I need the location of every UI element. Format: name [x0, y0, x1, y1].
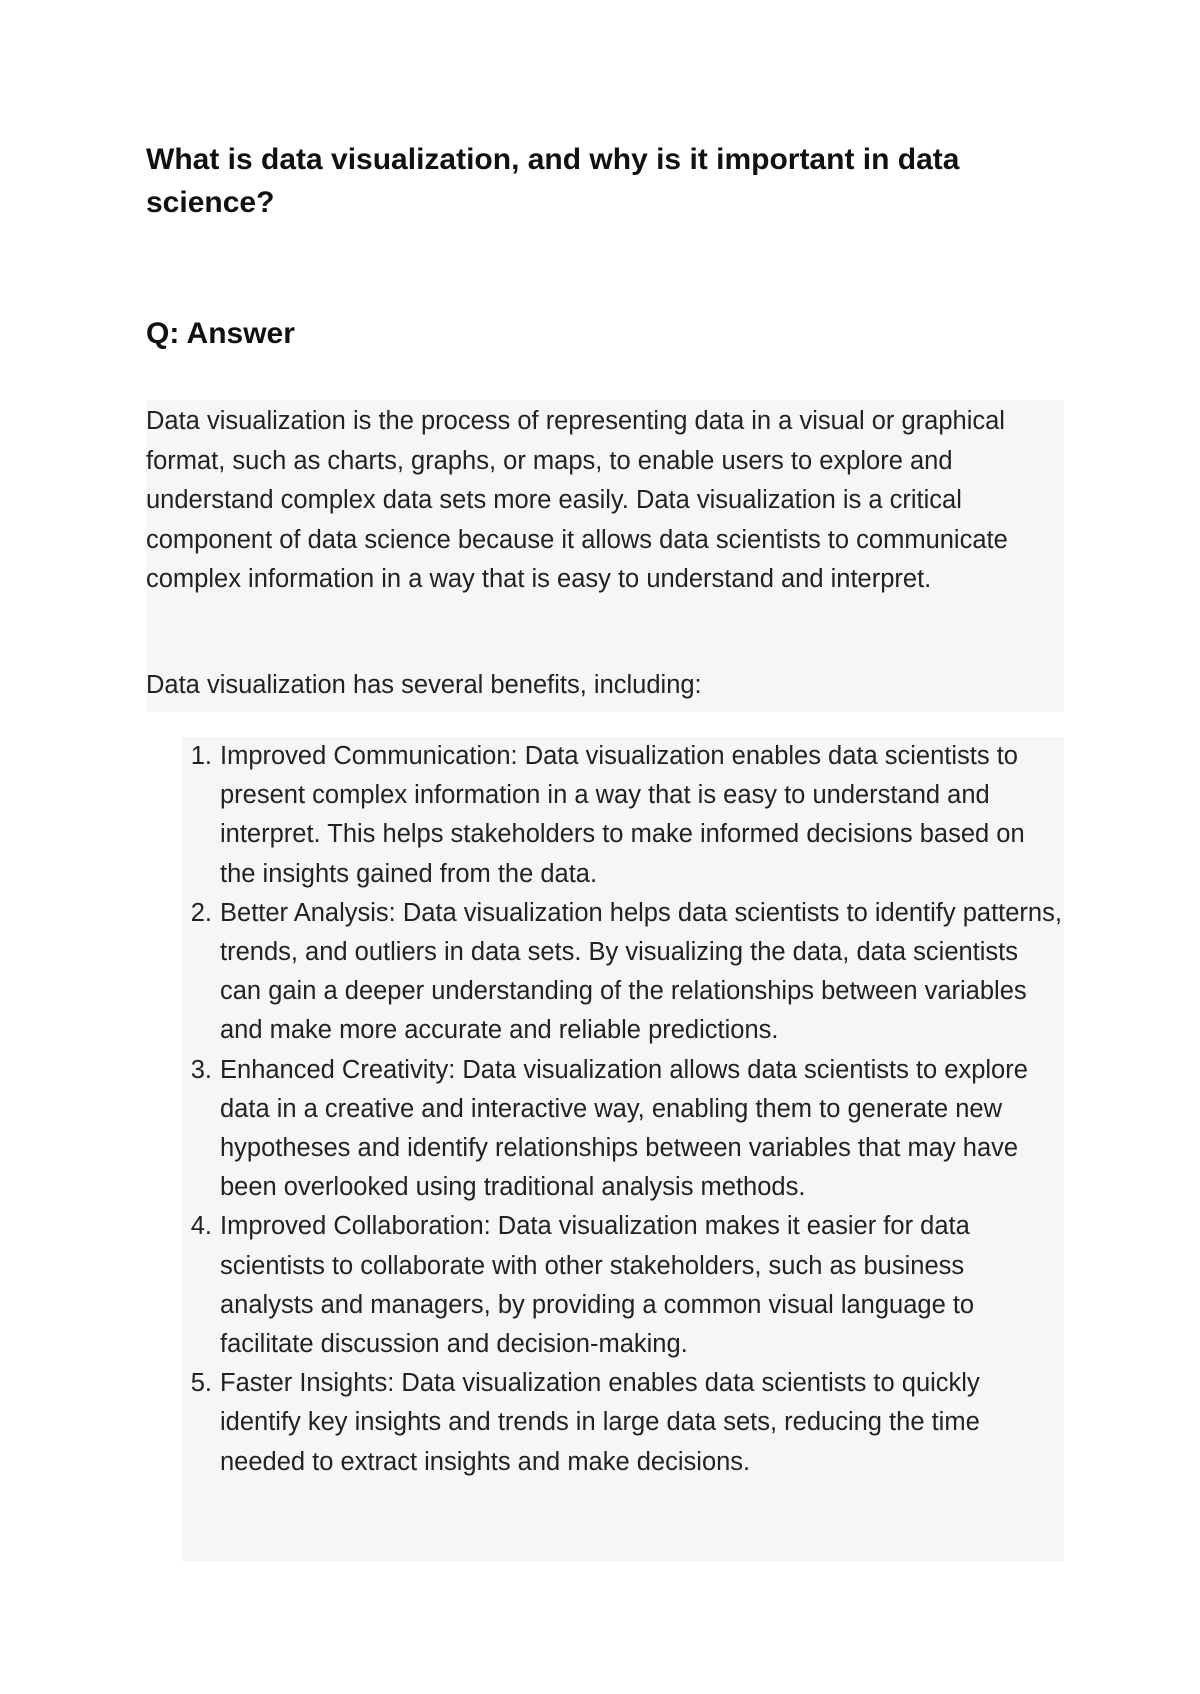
- intro-paragraph: Data visualization is the process of representing data in a visual or graphical format, such as charts, graphs, or maps, to enable users to explore and understand complex data sets more easily. Data visualization is a critical component of data science because it allows data scientists to communicate complex information in a way that is easy to understand and interpret.: [146, 407, 1008, 593]
- list-item-text: Improved Communication: Data visualization enables data scientists to present complex information in a way that is easy to understand and interpret. This helps stakeholders to make informed decisions based on the insights gained from the data.: [220, 742, 1025, 888]
- benefits-list: [182, 737, 1064, 1482]
- list-item-number: 5.: [190, 1369, 212, 1398]
- benefits-list-block: [182, 737, 1064, 1561]
- page-title: What is data visualization, and why is it important in data science?: [146, 143, 960, 219]
- list-item-text: Faster Insights: Data visualization enables data scientists to quickly identify key insights and trends in large data sets, reducing the time needed to extract insights and make decisions.: [220, 1369, 980, 1476]
- list-item: [182, 894, 1062, 1051]
- list-item-number: 3.: [190, 1055, 212, 1084]
- answer-heading: Q: Answer: [146, 317, 295, 350]
- benefits-lead: Data visualization has several benefits, including:: [146, 671, 702, 699]
- list-item-number: 4.: [190, 1212, 212, 1241]
- list-item-number: 2.: [190, 898, 212, 927]
- intro-block: [146, 400, 1064, 712]
- list-item-text: Enhanced Creativity: Data visualization allows data scientists to explore data in a creative and interactive way, enabling them to generate new hypotheses and identify relationships between variables that may have been overlooked using traditional analysis methods.: [220, 1055, 1028, 1202]
- list-item: [182, 1364, 1062, 1482]
- list-item-number: 1.: [190, 742, 212, 770]
- list-item-text: Better Analysis: Data visualization helps data scientists to identify patterns, trends, and outliers in data sets. By visualizing the data, data scientists can gain a deeper understanding of the relationships between variables and make more accurate and reliable predictions.: [220, 898, 1062, 1045]
- list-item: [182, 737, 1062, 894]
- list-item-text: Improved Collaboration: Data visualization makes it easier for data scientists to collaborate with other stakeholders, such as business analysts and managers, by providing a common visual language to facilitate discussion and decision-making.: [220, 1212, 975, 1359]
- list-item: [182, 1207, 1062, 1364]
- list-item: [182, 1051, 1062, 1208]
